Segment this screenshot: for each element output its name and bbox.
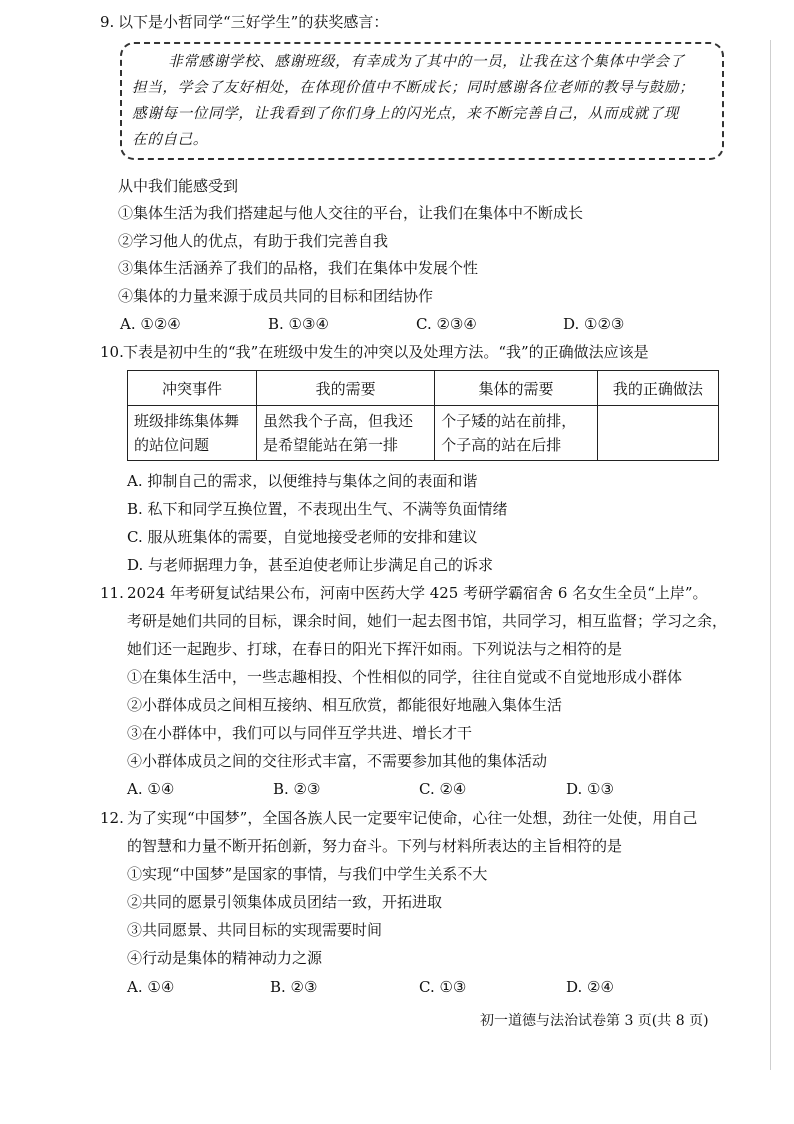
- option-c: C. ②③④: [416, 315, 477, 333]
- table-cell: 班级排练集体舞 的站位问题: [128, 406, 257, 461]
- question-number: 12.: [100, 809, 124, 827]
- table-row: [128, 406, 719, 461]
- question-stem-line: 她们还一起跑步、打球，在春日的阳光下挥汗如雨。下列说法与之相符的是: [127, 640, 623, 658]
- statement: ④行动是集体的精神动力之源: [127, 949, 323, 967]
- statement: ②学习他人的优点，有助于我们完善自我: [118, 232, 389, 250]
- option-c: C. ②④: [419, 780, 467, 798]
- option-b: B. ①③④: [268, 315, 329, 333]
- table-header-row: [128, 371, 719, 406]
- statement: ②共同的愿景引领集体成员团结一致，开拓进取: [127, 893, 443, 911]
- table-cell: 个子矮的站在前排， 个子高的站在后排: [435, 406, 598, 461]
- conflict-table: [127, 370, 719, 461]
- question-number: 11.: [100, 584, 124, 602]
- question-stem: 以下是小哲同学“三好学生”的获奖感言：: [118, 13, 389, 31]
- table-header: 我的需要: [256, 371, 434, 406]
- quote-line: 担当，学会了友好相处，在体现价值中不断成长；同时感谢各位老师的教导与鼓励；: [132, 79, 695, 96]
- statement: ④集体的力量来源于成员共同的目标和团结协作: [118, 287, 434, 305]
- table-cell: 虽然我个子高，但我还 是希望能站在第一排: [256, 406, 434, 461]
- statement: ①集体生活为我们搭建起与他人交往的平台，让我们在集体中不断成长: [118, 204, 584, 222]
- question-stem-line: 2024 年考研复试结果公布，河南中医药大学 425 考研学霸宿舍 6 名女生全员“上岸”。: [127, 584, 708, 602]
- option-d: D. ②④: [566, 978, 614, 996]
- option-c: C. ①③: [419, 978, 467, 996]
- option-b: B. 私下和同学互换位置，不表现出生气、不满等负面情绪: [127, 500, 508, 518]
- option-d: D. 与老师据理力争，甚至迫使老师让步满足自己的诉求: [127, 556, 494, 574]
- statement: ①在集体生活中，一些志趣相投、个性相似的同学，往往自觉或不自觉地形成小群体: [127, 668, 683, 686]
- option-b: B. ②③: [273, 780, 321, 798]
- question-number: 10.: [100, 343, 124, 361]
- table-header: 集体的需要: [435, 371, 598, 406]
- option-c: C. 服从班集体的需要，自觉地接受老师的安排和建议: [127, 528, 478, 546]
- table-header: 我的正确做法: [597, 371, 718, 406]
- option-b: B. ②③: [270, 978, 318, 996]
- question-number: 9.: [100, 13, 115, 31]
- statement: ③在小群体中，我们可以与同伴互学共进、增长才干: [127, 724, 473, 742]
- question-stem-line: 考研是她们共同的目标，课余时间，她们一起去图书馆，共同学习，相互监督；学习之余，: [127, 612, 728, 630]
- statement: ①实现“中国梦”是国家的事情，与我们中学生关系不大: [127, 865, 488, 883]
- option-a: A. ①②④: [120, 315, 181, 333]
- option-a: A. ①④: [127, 978, 175, 996]
- statement: ②小群体成员之间相互接纳、相互欣赏，都能很好地融入集体生活: [127, 696, 563, 714]
- statement: ③共同愿景、共同目标的实现需要时间: [127, 921, 383, 939]
- option-d: D. ①③: [566, 780, 614, 798]
- question-lead: 从中我们能感受到: [118, 177, 239, 195]
- option-d: D. ①②③: [563, 315, 625, 333]
- option-a: A. 抑制自己的需求，以便维持与集体之间的表面和谐: [127, 472, 478, 490]
- quote-line: 非常感谢学校、感谢班级，有幸成为了其中的一员，让我在这个集体中学会了: [168, 53, 685, 70]
- question-stem-line: 的智慧和力量不断开拓创新，努力奋斗。下列与材料所表达的主旨相符的是: [127, 837, 623, 855]
- question-stem-line: 为了实现“中国梦”，全国各族人民一定要牢记使命，心往一处想，劲往一处使，用自己: [127, 809, 698, 827]
- quote-box: [120, 42, 724, 160]
- table-cell-empty: [597, 406, 718, 461]
- quote-line: 在的自己。: [132, 131, 208, 148]
- option-a: A. ①④: [127, 780, 175, 798]
- quote-line: 感谢每一位同学，让我看到了你们身上的闪光点，来不断完善自己，从而成就了现: [132, 105, 679, 122]
- table-header: 冲突事件: [128, 371, 257, 406]
- question-stem: 下表是初中生的“我”在班级中发生的冲突以及处理方法。“我”的正确做法应该是: [123, 343, 649, 361]
- statement: ③集体生活涵养了我们的品格，我们在集体中发展个性: [118, 259, 479, 277]
- scan-edge-line: [770, 40, 771, 1070]
- statement: ④小群体成员之间的交往形式丰富，不需要参加其他的集体活动: [127, 752, 548, 770]
- page-footer: 初一道德与法治试卷第 3 页(共 8 页): [480, 1013, 709, 1029]
